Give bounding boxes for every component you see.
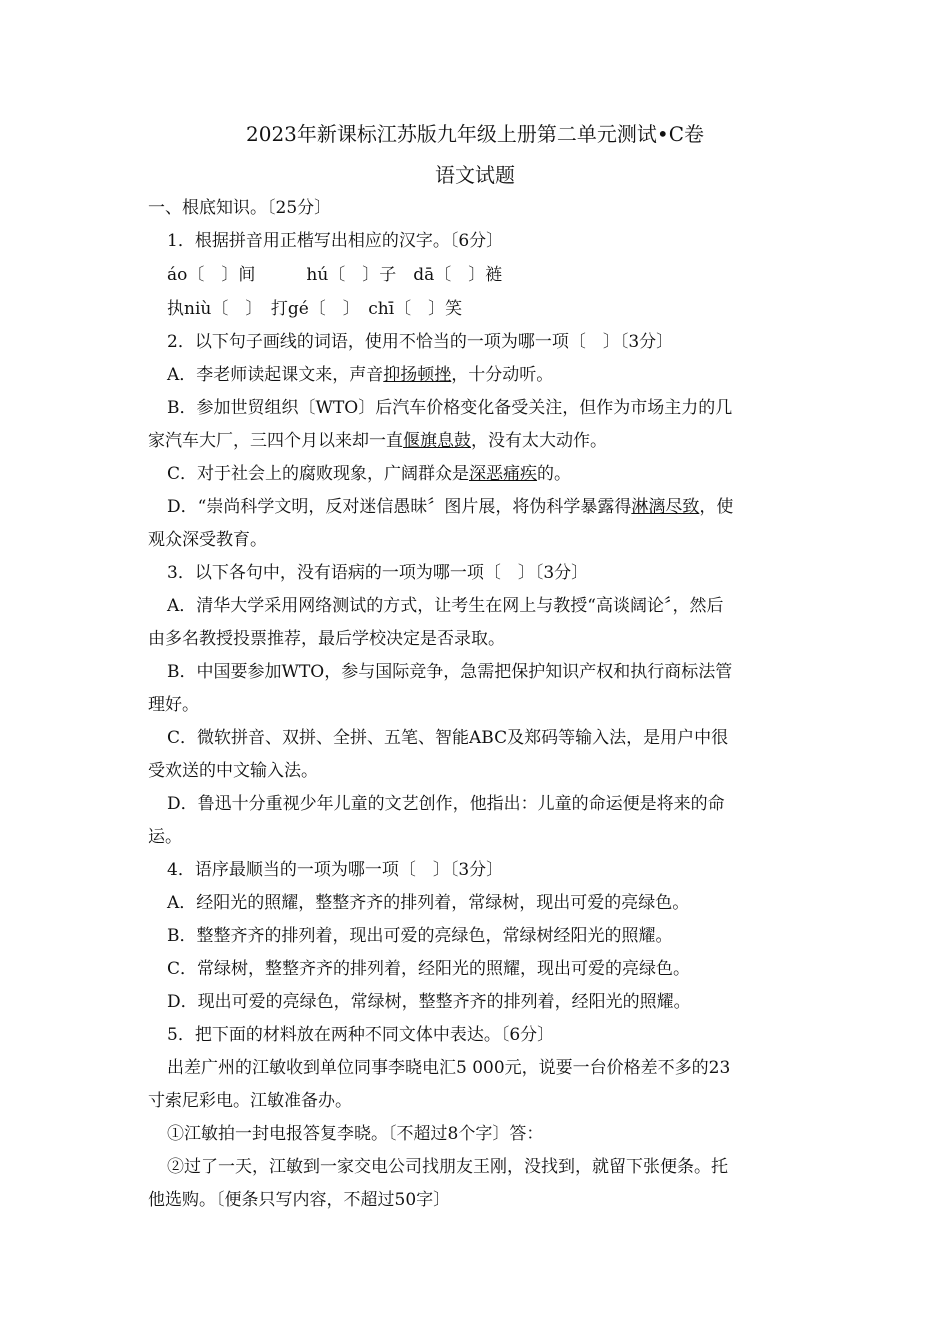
q2-option-a	[167, 363, 553, 387]
q3-option-c-line2: 受欢送的中文输入法。	[148, 761, 318, 781]
q5-task-2-line2: 他选购。〔便条只写内容，不超过50字〕	[148, 1190, 451, 1210]
q3-option-d-line2: 运。	[148, 827, 182, 847]
q3-option-d-line1: D．鲁迅十分重视少年儿童的文艺创作，他指出：儿童的命运便是将来的命	[167, 794, 725, 814]
q2-a-text: A．李老师读起课文来，声音	[167, 365, 384, 385]
q4-option-d: D．现出可爱的亮绿色，常绿树，整整齐齐的排列着，经阳光的照耀。	[167, 992, 691, 1012]
q2-c-text-end: 的。	[537, 464, 572, 484]
q2-b-text: 家汽车大厂，三四个月以来却一直	[148, 431, 403, 451]
q2-b-text-end: ，没有太大动作。	[471, 431, 607, 451]
q3-option-c-line1: C．微软拼音、双拼、全拼、五笔、智能ABC及郑码等输入法，是用户中很	[167, 728, 729, 748]
q5-material-line2: 寸索尼彩电。江敏准备办。	[148, 1091, 352, 1111]
q2-b-underlined-word: 偃旗息鼓	[403, 431, 471, 451]
q1-stem: 1．根据拼音用正楷写出相应的汉字。〔6分〕	[167, 231, 504, 251]
q2-c-underlined-word: 深恶痛疾	[469, 464, 538, 484]
q4-option-b: B．整整齐齐的排列着，现出可爱的亮绿色，常绿树经阳光的照耀。	[167, 926, 673, 946]
q2-a-underlined-word: 抑扬顿挫	[383, 365, 452, 385]
q4-option-a: A．经阳光的照耀，整整齐齐的排列着，常绿树，现出可爱的亮绿色。	[167, 893, 690, 913]
q1-pinyin-row2: 执niù〔 〕 打gé〔 〕 chī〔 〕笑	[167, 299, 463, 319]
q3-option-b-line1: B．中国要参加WTO，参与国际竞争，急需把保护知识产权和执行商标法管	[167, 662, 733, 682]
q4-option-c: C．常绿树，整整齐齐的排列着，经阳光的照耀，现出可爱的亮绿色。	[167, 959, 691, 979]
q2-option-b-line2	[148, 429, 607, 453]
q5-material-line1: 出差广州的江敏收到单位同事李晓电汇5 000元，说要一台价格差不多的23	[167, 1058, 731, 1078]
q2-c-text: C．对于社会上的腐败现象，广阔群众是	[167, 464, 470, 484]
q5-task-2-line1: ②过了一天，江敏到一家交电公司找朋友王刚，没找到，就留下张便条。托	[167, 1157, 728, 1177]
section-heading: 一、根底知识。〔25分〕	[148, 198, 332, 218]
q2-option-d-line1	[167, 495, 733, 519]
q2-d-text: D．“崇尚科学文明，反对迷信愚昧〞图片展，将伪科学暴露得	[167, 497, 632, 517]
q2-option-d-line2: 观众深受教育。	[148, 530, 267, 550]
q3-stem: 3．以下各句中，没有语病的一项为哪一项〔 〕〔3分〕	[167, 563, 589, 583]
q2-d-text-end: ，使	[699, 497, 734, 517]
document-subtitle: 语文试题	[435, 163, 515, 187]
q1-pinyin-row1: áo〔 〕间 hú〔 〕子 dā〔 〕裢	[167, 265, 503, 285]
q2-option-b-line1: B．参加世贸组织〔WTO〕后汽车价格变化备受关注，但作为市场主力的几	[167, 398, 733, 418]
q3-option-a-line2: 由多名教授投票推荐，最后学校决定是否录取。	[148, 629, 505, 649]
q2-d-underlined-word: 淋漓尽致	[631, 497, 700, 517]
q5-stem: 5．把下面的材料放在两种不同文体中表达。〔6分〕	[167, 1025, 555, 1045]
q2-stem: 2．以下句子画线的词语，使用不恰当的一项为哪一项〔 〕〔3分〕	[167, 332, 674, 352]
q2-a-text-end: ，十分动听。	[451, 365, 554, 385]
q4-stem: 4．语序最顺当的一项为哪一项〔 〕〔3分〕	[167, 860, 504, 880]
q5-task-1: ①江敏拍一封电报答复李晓。〔不超过8个字〕答：	[167, 1124, 544, 1144]
q3-option-b-line2: 理好。	[148, 695, 199, 715]
q2-option-c	[167, 462, 571, 486]
q3-option-a-line1: A．清华大学采用网络测试的方式，让考生在网上与教授“高谈阔论〞，然后	[167, 596, 724, 616]
document-title: 2023年新课标江苏版九年级上册第二单元测试•C卷	[246, 122, 704, 146]
